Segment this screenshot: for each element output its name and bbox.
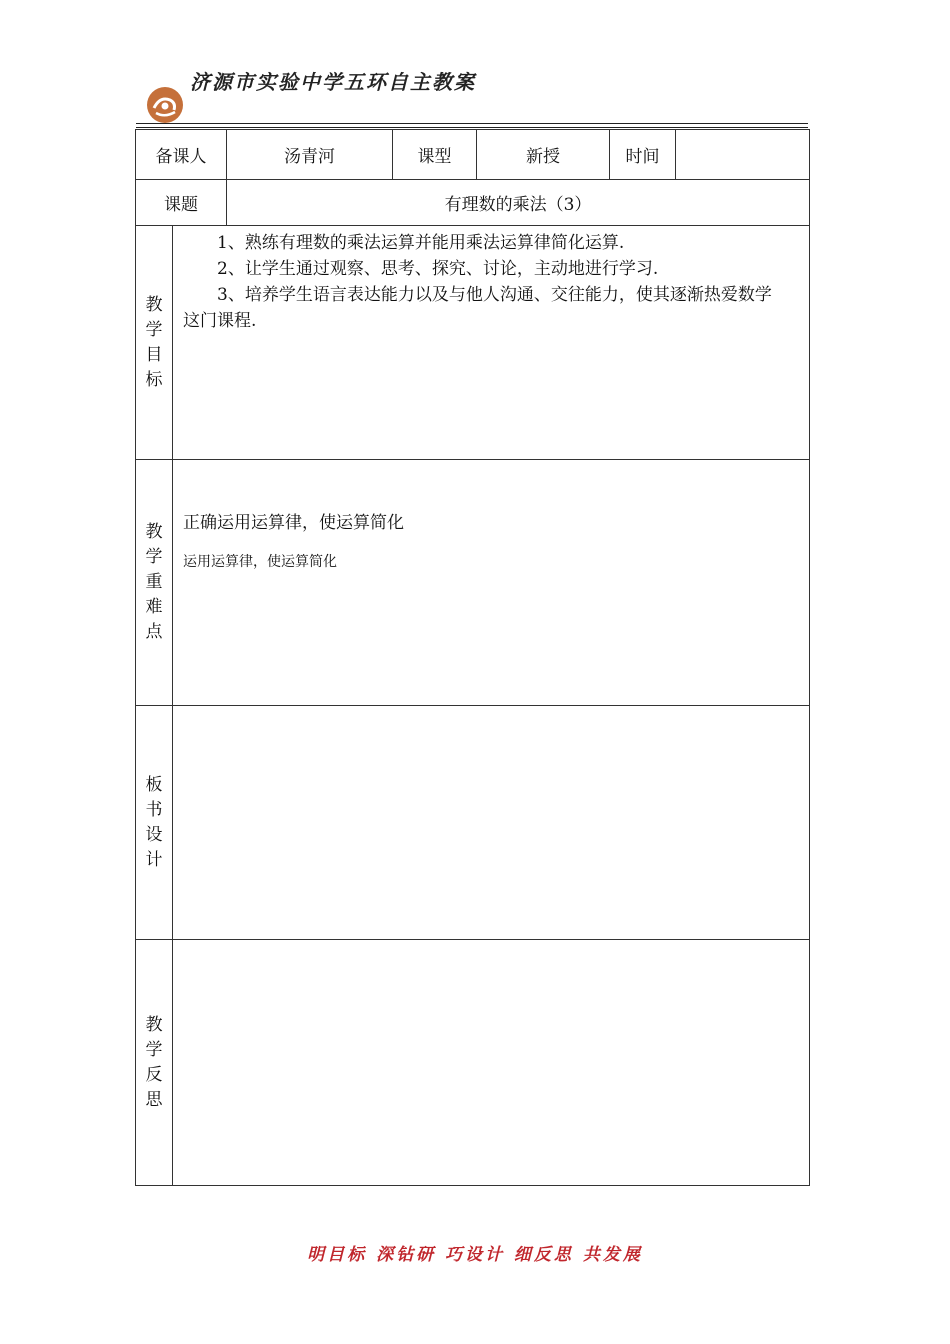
info-row <box>136 130 810 180</box>
board-design-row <box>136 706 810 940</box>
lesson-type-label: 课型 <box>393 130 477 180</box>
school-name: 济源市实验中学五环自主教案 <box>190 70 476 94</box>
preparer-value: 汤青河 <box>227 130 393 180</box>
reflection-label: 教 学 反 思 <box>136 940 173 1186</box>
goal-1: 1、熟练有理数的乘法运算并能用乘法运算律简化运算. <box>217 233 625 253</box>
reflection-row <box>136 940 810 1186</box>
goal-2: 2、让学生通过观察、思考、探究、讨论，主动地进行学习. <box>217 259 659 279</box>
keypoints-content <box>173 460 810 706</box>
key-point: 正确运用运算律，使运算简化 <box>183 513 404 533</box>
board-design-label: 板 书 设 计 <box>136 706 173 940</box>
difficult-point: 运用运算律，使运算简化 <box>183 554 337 570</box>
keypoints-row <box>136 460 810 706</box>
goals-content <box>173 226 810 460</box>
keypoints-label: 教 学 重 难 点 <box>136 460 173 706</box>
lesson-plan-table <box>135 129 810 1186</box>
footer-motto: 明目标 深钻研 巧设计 细反思 共发展 <box>307 1245 643 1265</box>
time-label: 时间 <box>610 130 676 180</box>
school-logo-icon <box>146 86 184 124</box>
topic-row <box>136 180 810 226</box>
topic-label: 课题 <box>136 180 227 226</box>
goal-3: 3、培养学生语言表达能力以及与他人沟通、交往能力，使其逐渐热爱数学 <box>217 285 772 305</box>
board-design-content <box>173 706 810 940</box>
goal-3-continued: 这门课程. <box>183 311 257 331</box>
header-divider-thin <box>136 127 808 128</box>
goals-row <box>136 226 810 460</box>
reflection-content <box>173 940 810 1186</box>
goals-label: 教 学 目 标 <box>136 226 173 460</box>
time-value <box>676 130 810 180</box>
topic-value: 有理数的乘法（3） <box>227 180 810 226</box>
preparer-label: 备课人 <box>136 130 227 180</box>
lesson-type-value: 新授 <box>477 130 610 180</box>
header-divider <box>136 123 808 124</box>
